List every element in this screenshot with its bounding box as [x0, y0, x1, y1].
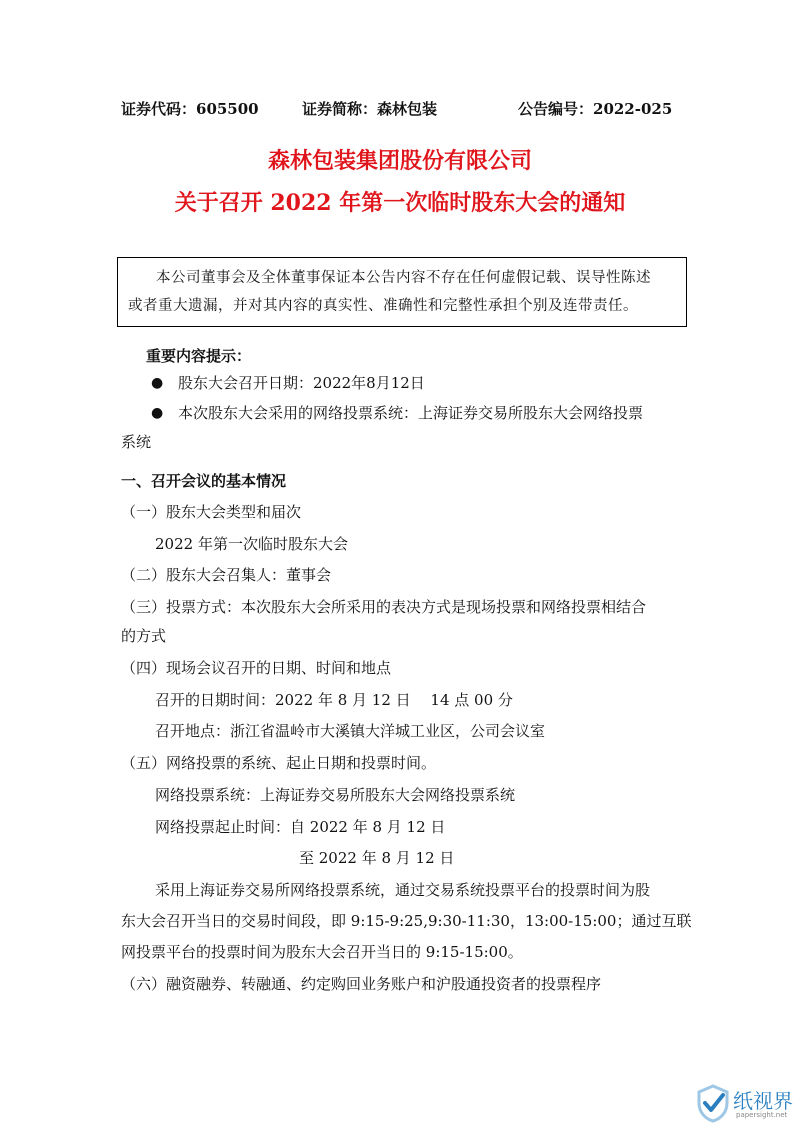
disclaimer-line-2: 或者重大遗漏，并对其内容的真实性、准确性和完整性承担个别及连带责任。	[128, 298, 638, 314]
online-voting-system: 网络投票系统：上海证券交易所股东大会网络投票系统	[155, 786, 516, 804]
security-short-name: 证券简称：森林包装	[302, 100, 438, 118]
online-voting-title: （五）网络投票的系统、起止日期和投票时间。	[121, 754, 437, 772]
highlight-item-voting-system: 本次股东大会采用的网络投票系统：上海证券交易所股东大会网络投票	[178, 404, 644, 422]
online-voting-start: 网络投票起止时间：自 2022 年 8 月 12 日	[155, 818, 446, 836]
online-voting-para-line-1: 采用上海证券交易所网络投票系统，通过交易系统投票平台的投票时间为股	[155, 881, 651, 899]
disclaimer-line-1: 本公司董事会及全体董事保证本公告内容不存在任何虚假记载、误导性陈述	[156, 270, 651, 286]
watermark-url: papersight.net	[736, 1111, 788, 1119]
meeting-type-value: 2022 年第一次临时股东大会	[155, 535, 348, 553]
margin-trading-title: （六）融资融券、转融通、约定购回业务账户和沪股通投资者的投票程序	[121, 975, 602, 993]
online-voting-para-line-3: 网投票平台的投票时间为股东大会召开当日的 9:15-15:00。	[121, 943, 523, 961]
notice-title: 关于召开 2022 年第一次临时股东大会的通知	[174, 190, 626, 216]
highlight-item-date: 股东大会召开日期：2022年8月12日	[178, 374, 425, 392]
online-voting-para-line-2: 东大会召开当日的交易时间段，即 9:15-9:25,9:30-11:30，13:00-15:00；通过互联	[121, 912, 692, 930]
voting-method-line-2: 的方式	[121, 627, 167, 645]
highlight-item-voting-system-cont: 系统	[121, 433, 152, 451]
voting-method-line-1: （三）投票方式：本次股东大会所采用的表决方式是现场投票和网络投票相结合	[121, 598, 647, 616]
section-heading: 一、召开会议的基本情况	[121, 472, 287, 490]
company-title: 森林包装集团股份有限公司	[267, 148, 532, 174]
onsite-meeting-location: 召开地点：浙江省温岭市大溪镇大洋城工业区，公司会议室	[155, 722, 546, 740]
onsite-meeting-title: （四）现场会议召开的日期、时间和地点	[121, 659, 392, 677]
watermark-logo	[696, 1083, 796, 1125]
bullet-icon: ●	[151, 405, 164, 421]
meeting-type-title: （一）股东大会类型和届次	[121, 503, 302, 521]
highlights-heading: 重要内容提示：	[146, 347, 252, 365]
announcement-number: 公告编号：2022-025	[518, 100, 673, 118]
shield-check-icon	[696, 1083, 730, 1123]
watermark-text: 纸视界	[733, 1089, 793, 1113]
security-code: 证券代码：605500	[121, 100, 259, 118]
online-voting-end: 至 2022 年 8 月 12 日	[299, 849, 455, 867]
bullet-icon: ●	[151, 375, 164, 391]
convener: （二）股东大会召集人：董事会	[121, 566, 332, 584]
disclaimer-box	[117, 257, 687, 327]
onsite-meeting-datetime: 召开的日期时间：2022 年 8 月 12 日 14 点 00 分	[155, 691, 513, 709]
